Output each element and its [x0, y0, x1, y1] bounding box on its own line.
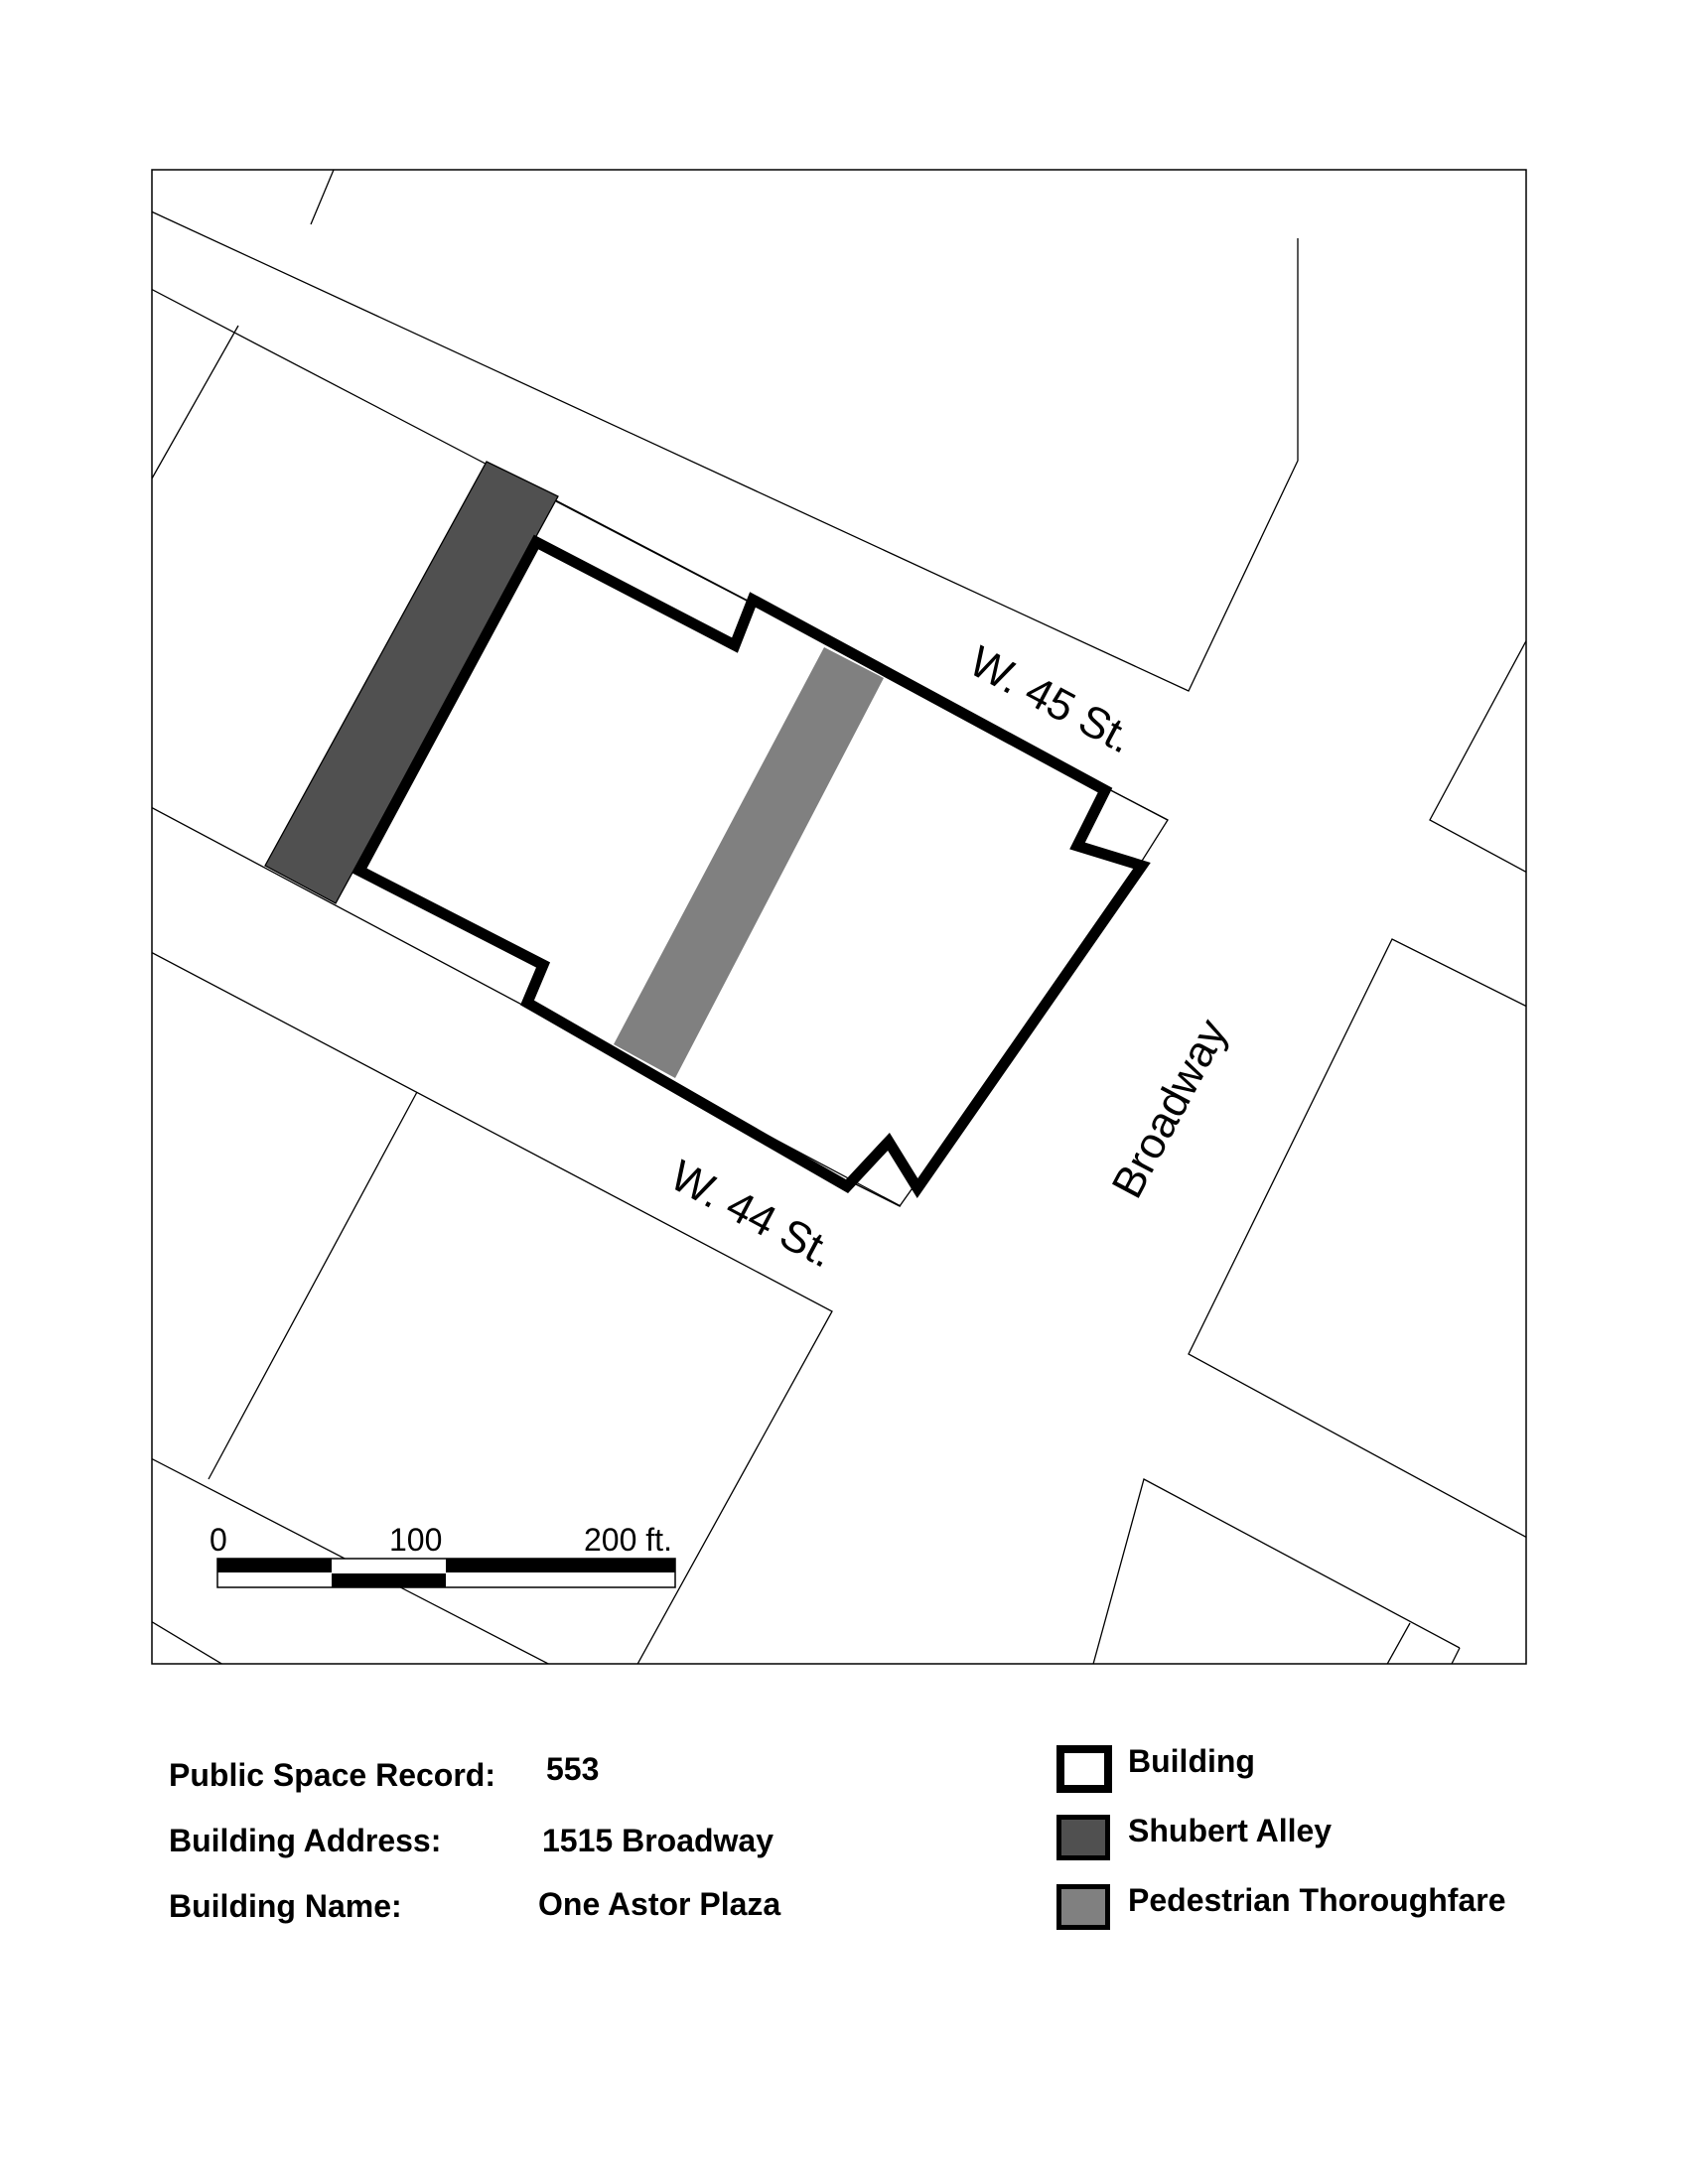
record-label: Public Space Record: [169, 1757, 495, 1793]
scale-tick-0: 0 [210, 1522, 227, 1558]
street-label-broadway: Broadway [1102, 1011, 1237, 1206]
block-edge-w45-north [149, 210, 1298, 691]
property-line [556, 501, 1168, 1206]
legend-label-building: Building [1128, 1743, 1255, 1779]
address-value: 1515 Broadway [542, 1823, 774, 1858]
record-row [169, 1751, 923, 1823]
block-edge-east-3 [1092, 1479, 1460, 1668]
scale-bar [210, 1522, 675, 1587]
pedestrian-thoroughfare-area [614, 647, 884, 1078]
scale-tick-200: 200 ft. [584, 1522, 672, 1558]
lot-line [1385, 1623, 1410, 1668]
address-label: Building Address: [169, 1823, 442, 1858]
name-row [169, 1888, 923, 1954]
legend-swatch-pedestrian-thoroughfare [1056, 1884, 1110, 1930]
legend-label-pedestrian-thoroughfare: Pedestrian Thoroughfare [1128, 1882, 1506, 1918]
lot-line [152, 326, 238, 478]
legend-swatch-shubert-alley [1056, 1815, 1110, 1860]
block-edge-lower-left-2 [149, 1620, 228, 1668]
lot-line [209, 1092, 417, 1479]
scale-segment-2-bottom [332, 1573, 446, 1587]
lot-line [1450, 1648, 1460, 1668]
street-label-w44: W. 44 St. [662, 1151, 842, 1278]
scale-segment-1-top [217, 1559, 332, 1572]
map-area [149, 170, 1529, 1668]
lot-line [311, 170, 334, 224]
lot-lines [149, 170, 1529, 1668]
block-edge-east-2 [1189, 939, 1529, 1539]
legend-label-shubert-alley: Shubert Alley [1128, 1813, 1333, 1848]
address-row [169, 1823, 923, 1888]
scale-segment-3-top [446, 1559, 675, 1572]
legend-swatch-building [1056, 1745, 1112, 1793]
scale-tick-100: 100 [389, 1522, 443, 1558]
name-value: One Astor Plaza [538, 1886, 781, 1922]
name-label: Building Name: [169, 1888, 402, 1924]
legend-item-building [1053, 1739, 1609, 1809]
street-label-w45: W. 45 St. [961, 636, 1141, 763]
block-edge-east-1 [1430, 635, 1529, 874]
record-info [169, 1751, 923, 1954]
shubert-alley-area [265, 462, 558, 903]
map-legend [1053, 1739, 1609, 1948]
record-value: 553 [546, 1751, 600, 1787]
legend-item-pedestrian-thoroughfare [1053, 1878, 1609, 1948]
legend-item-shubert-alley [1053, 1809, 1609, 1878]
